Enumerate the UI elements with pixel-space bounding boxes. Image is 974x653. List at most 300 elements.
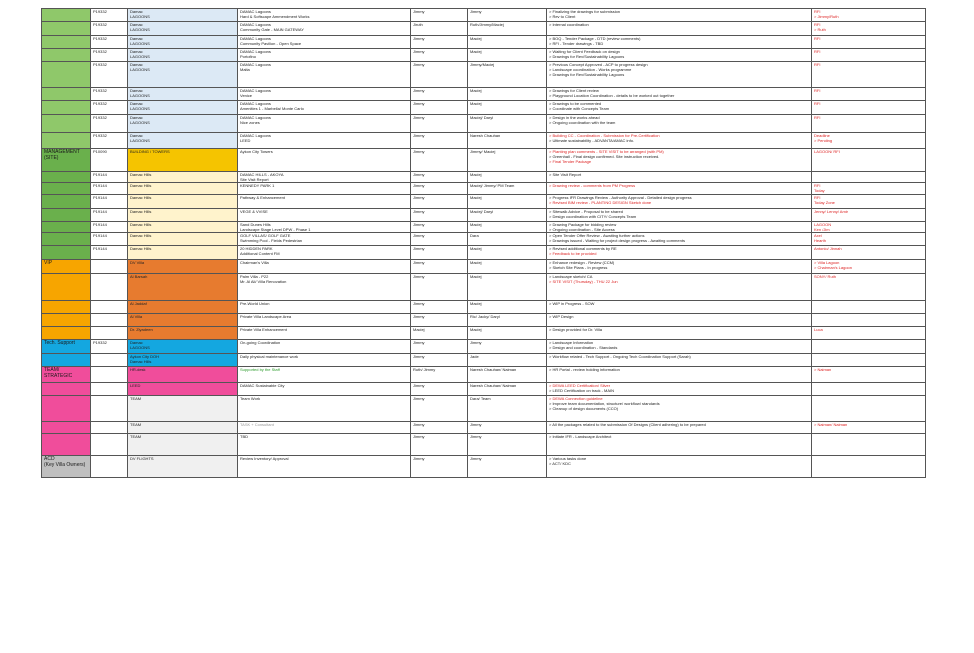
client-cell-line: Damac bbox=[130, 340, 143, 345]
status-cell bbox=[547, 88, 812, 101]
category-cell bbox=[42, 396, 91, 422]
status-cell bbox=[547, 222, 812, 233]
table-row bbox=[42, 367, 926, 383]
lead-cell-line: Jimmy bbox=[413, 456, 425, 461]
project-cell-line: DAMAC Lagoons bbox=[240, 9, 271, 14]
project-id-cell bbox=[91, 422, 128, 434]
status-cell bbox=[547, 422, 812, 434]
client-cell-line: BUILDING / TOWERS bbox=[130, 149, 170, 154]
status-cell-line: > Drawings to be commented bbox=[549, 101, 602, 106]
project-cell-line: Daily physical maintenance work bbox=[240, 354, 299, 359]
lead-cell-line: Jimmy bbox=[413, 133, 425, 138]
project-cell-line: VEGE & VVISE bbox=[240, 209, 268, 214]
team-cell-line: Jimmy/ Maciej bbox=[470, 149, 496, 154]
table-row bbox=[42, 9, 926, 22]
lead-cell-line: Jimmy bbox=[413, 396, 425, 401]
table-row bbox=[42, 314, 926, 327]
lead-cell-line: Jiruth bbox=[413, 22, 423, 27]
table-row bbox=[42, 233, 926, 246]
project-cell-line: Chairman's Villa bbox=[240, 260, 269, 265]
team-cell bbox=[468, 133, 547, 149]
category-cell bbox=[42, 456, 91, 478]
status-cell-line: > Sketch Site Plans - In progress bbox=[549, 265, 608, 270]
team-cell bbox=[468, 367, 547, 383]
action-cell-line: > Naiman/ Naiman bbox=[814, 422, 848, 427]
table-row bbox=[42, 22, 926, 36]
table-row bbox=[42, 327, 926, 340]
table-row bbox=[42, 246, 926, 260]
status-cell bbox=[547, 49, 812, 62]
action-cell-line: RFI bbox=[814, 115, 821, 120]
action-cell-line: Axel bbox=[814, 233, 822, 238]
team-cell-line: Maciej bbox=[470, 222, 482, 227]
project-id-cell bbox=[91, 274, 128, 301]
action-cell bbox=[812, 434, 926, 456]
team-cell-line: Dara/ Team bbox=[470, 396, 491, 401]
project-id-cell bbox=[91, 36, 128, 49]
project-id-cell bbox=[91, 233, 128, 246]
status-cell-line: > Final Tender Package bbox=[549, 159, 592, 164]
lead-cell bbox=[411, 22, 468, 36]
project-cell-line: Venice bbox=[240, 93, 253, 98]
category-cell bbox=[42, 233, 91, 246]
table-row bbox=[42, 456, 926, 478]
action-cell-line: RFI bbox=[814, 49, 821, 54]
action-cell bbox=[812, 456, 926, 478]
project-id-cell-line: P19332 bbox=[93, 9, 107, 14]
team-cell bbox=[468, 172, 547, 183]
project-cell bbox=[238, 101, 411, 115]
table-row bbox=[42, 274, 926, 301]
category-cell bbox=[42, 36, 91, 49]
team-cell bbox=[468, 62, 547, 88]
action-cell-line: Antonio/ Jinnah bbox=[814, 246, 842, 251]
lead-cell bbox=[411, 301, 468, 314]
lead-cell bbox=[411, 246, 468, 260]
team-cell-line: Ruth/Jimmy/Maciej bbox=[470, 22, 504, 27]
lead-cell bbox=[411, 9, 468, 22]
team-cell bbox=[468, 456, 547, 478]
team-cell-line: Naresh Chauhan/ Naiman bbox=[470, 367, 517, 372]
category-cell-line: VIP bbox=[44, 260, 53, 266]
status-cell-line: > WIP Design bbox=[549, 314, 574, 319]
action-cell bbox=[812, 36, 926, 49]
category-cell bbox=[42, 172, 91, 183]
team-cell-line: Maciej bbox=[470, 195, 482, 200]
action-cell-line: RFI bbox=[814, 22, 821, 27]
client-cell-line: TEAM bbox=[130, 396, 142, 401]
project-cell bbox=[238, 133, 411, 149]
team-cell bbox=[468, 327, 547, 340]
table-row bbox=[42, 149, 926, 172]
status-cell-line: > Enhance redesign - Review (CCM) bbox=[549, 260, 615, 265]
status-cell bbox=[547, 36, 812, 49]
status-cell bbox=[547, 115, 812, 133]
team-cell-line: Jimmy bbox=[470, 422, 482, 427]
project-id-cell-line: P19332 bbox=[93, 88, 107, 93]
project-id-cell-line: P19144 bbox=[93, 246, 107, 251]
category-cell bbox=[42, 246, 91, 260]
client-cell-line: Damac Hills bbox=[130, 359, 152, 364]
table-row bbox=[42, 383, 926, 396]
lead-cell-line: Jimmy bbox=[413, 62, 425, 67]
status-cell-line: > Design provided for Dr. Villa bbox=[549, 327, 602, 332]
lead-cell bbox=[411, 340, 468, 354]
status-cell-line: > BOQ - Tender Package - DTD (review comments) bbox=[549, 36, 641, 41]
client-cell bbox=[128, 172, 238, 183]
project-id-cell bbox=[91, 115, 128, 133]
status-cell bbox=[547, 172, 812, 183]
status-cell-line: > SITE VISIT (Thursday) - THU 22 Jun bbox=[549, 279, 618, 284]
action-cell bbox=[812, 115, 926, 133]
project-id-cell bbox=[91, 396, 128, 422]
category-cell bbox=[42, 115, 91, 133]
status-cell-line: > All the packages related to the submission Of Designs (Client adhering) to be prepared bbox=[549, 422, 706, 427]
client-cell bbox=[128, 133, 238, 149]
team-cell-line: Jimmy/Maciej bbox=[470, 62, 495, 67]
team-cell-line: Naresh Chauhan/ Naiman bbox=[470, 383, 517, 388]
status-cell-line: > Drawing review - comments from PM Progress bbox=[549, 183, 636, 188]
lead-cell-line: Jimmy bbox=[413, 422, 425, 427]
project-cell-line: 20 HIDDEN PARK bbox=[240, 246, 273, 251]
table-row bbox=[42, 422, 926, 434]
client-cell bbox=[128, 383, 238, 396]
client-cell bbox=[128, 62, 238, 88]
table-row bbox=[42, 101, 926, 115]
project-cell bbox=[238, 327, 411, 340]
team-cell bbox=[468, 195, 547, 209]
status-cell bbox=[547, 133, 812, 149]
status-cell bbox=[547, 9, 812, 22]
team-cell bbox=[468, 260, 547, 274]
team-cell-line: Dara bbox=[470, 233, 479, 238]
action-cell bbox=[812, 354, 926, 367]
category-cell-line: STRATEGIC bbox=[44, 373, 73, 379]
project-cell-line: On-going Coordination bbox=[240, 340, 281, 345]
project-cell bbox=[238, 172, 411, 183]
action-cell bbox=[812, 422, 926, 434]
action-cell-line: RFI bbox=[814, 101, 821, 106]
project-id-cell bbox=[91, 9, 128, 22]
client-cell bbox=[128, 9, 238, 22]
category-cell bbox=[42, 62, 91, 88]
project-cell bbox=[238, 383, 411, 396]
lead-cell-line: Jimmy bbox=[413, 209, 425, 214]
project-cell bbox=[238, 9, 411, 22]
client-cell-line: LAGOONS bbox=[130, 14, 150, 19]
project-id-cell bbox=[91, 62, 128, 88]
lead-cell bbox=[411, 49, 468, 62]
category-cell bbox=[42, 88, 91, 101]
category-cell bbox=[42, 367, 91, 383]
status-cell-line: > Planting plan comments - SITE VISIT to be arranged (with PM) bbox=[549, 149, 664, 154]
status-cell-line: > Coordinate with Concepts Team bbox=[549, 106, 610, 111]
project-cell bbox=[238, 274, 411, 301]
lead-cell-line: Jimmy bbox=[413, 246, 425, 251]
category-cell-line: TEAM/ bbox=[44, 367, 60, 373]
lead-cell bbox=[411, 149, 468, 172]
table-row bbox=[42, 396, 926, 422]
client-cell-line: Damac bbox=[130, 115, 143, 120]
action-cell-line: > Ruth bbox=[814, 27, 826, 32]
table-row bbox=[42, 354, 926, 367]
category-cell bbox=[42, 274, 91, 301]
status-cell-line: > Greenhall - Final design confirmed. Site instruction received. bbox=[549, 154, 660, 159]
lead-cell bbox=[411, 101, 468, 115]
client-cell bbox=[128, 88, 238, 101]
table-row bbox=[42, 49, 926, 62]
project-cell-line: Pathway & Enhancement bbox=[240, 195, 285, 200]
lead-cell-line: Jimmy bbox=[413, 172, 425, 177]
action-cell bbox=[812, 101, 926, 115]
action-cell-line: > Jimmy/Ruth bbox=[814, 14, 839, 19]
client-cell bbox=[128, 222, 238, 233]
lead-cell bbox=[411, 260, 468, 274]
status-cell-line: > Drawings for Rev/Sustainability Lagoons bbox=[549, 72, 625, 77]
client-cell bbox=[128, 209, 238, 222]
category-cell bbox=[42, 101, 91, 115]
project-id-cell-line: P19332 bbox=[93, 22, 107, 27]
table-row bbox=[42, 209, 926, 222]
project-id-cell-line: P10090 bbox=[93, 149, 107, 154]
team-cell bbox=[468, 274, 547, 301]
project-id-cell bbox=[91, 49, 128, 62]
client-cell-line: Al Barsah bbox=[130, 274, 148, 279]
project-cell bbox=[238, 246, 411, 260]
action-cell bbox=[812, 183, 926, 195]
action-cell-line: Today bbox=[814, 188, 825, 193]
status-cell-line: > Landscape sketch/ CA bbox=[549, 274, 593, 279]
action-cell-line: Hearth bbox=[814, 238, 827, 243]
action-cell bbox=[812, 9, 926, 22]
team-cell bbox=[468, 434, 547, 456]
lead-cell bbox=[411, 209, 468, 222]
table-row bbox=[42, 36, 926, 49]
status-cell-line: > Sitewalk Advice - Proposal to be shared bbox=[549, 209, 623, 214]
category-cell bbox=[42, 9, 91, 22]
status-cell bbox=[547, 101, 812, 115]
category-cell bbox=[42, 301, 91, 314]
category-cell-line: (SITE) bbox=[44, 155, 59, 161]
status-cell bbox=[547, 327, 812, 340]
status-cell bbox=[547, 195, 812, 209]
project-cell-line: Nice zones bbox=[240, 120, 260, 125]
team-cell-line: Maciej bbox=[470, 36, 482, 41]
action-cell-line: RFI bbox=[814, 36, 821, 41]
lead-cell-line: Jimmy bbox=[413, 233, 425, 238]
client-cell-line: LAGOONS bbox=[130, 93, 150, 98]
project-id-cell bbox=[91, 88, 128, 101]
lead-cell-line: Jimmy bbox=[413, 434, 425, 439]
client-cell bbox=[128, 340, 238, 354]
lead-cell bbox=[411, 133, 468, 149]
category-cell-line: (Key Villa Owners) bbox=[44, 462, 86, 468]
status-cell-line: > Drawing Package for bidding review bbox=[549, 222, 617, 227]
status-cell-line: > Site Visit Report bbox=[549, 172, 582, 177]
project-cell-line: GOLF VILLAS/ GOLF GATE bbox=[240, 233, 291, 238]
project-id-cell bbox=[91, 246, 128, 260]
action-cell bbox=[812, 246, 926, 260]
team-cell bbox=[468, 396, 547, 422]
action-cell-line: Today Zone bbox=[814, 200, 835, 205]
project-cell-line: DAMAC Lagoons bbox=[240, 62, 271, 67]
status-cell bbox=[547, 62, 812, 88]
client-cell bbox=[128, 195, 238, 209]
client-cell-line: TEAM bbox=[130, 422, 142, 427]
project-id-cell-line: P19144 bbox=[93, 233, 107, 238]
project-id-cell bbox=[91, 101, 128, 115]
project-cell-line: Private Villa Landscape Area bbox=[240, 314, 292, 319]
team-cell-line: Maciej bbox=[470, 49, 482, 54]
action-cell-line: > Naiman bbox=[814, 367, 832, 372]
client-cell-line: LEED bbox=[130, 383, 141, 388]
team-cell-line: Maciej bbox=[470, 246, 482, 251]
client-cell-line: Damac Hills bbox=[130, 222, 152, 227]
client-cell-line: Damac Hills bbox=[130, 246, 152, 251]
team-cell-line: Maciej/ Daryl bbox=[470, 115, 494, 120]
status-cell bbox=[547, 314, 812, 327]
project-cell bbox=[238, 149, 411, 172]
team-cell bbox=[468, 149, 547, 172]
lead-cell-line: Jimmy bbox=[413, 101, 425, 106]
project-cell bbox=[238, 314, 411, 327]
project-cell bbox=[238, 340, 411, 354]
action-cell-line: RFI bbox=[814, 183, 821, 188]
status-cell-line: > Improve team documentation, structure/ workflow/ standards bbox=[549, 401, 660, 406]
project-cell-line: DAMAC Lagoons bbox=[240, 101, 271, 106]
project-cell bbox=[238, 434, 411, 456]
project-cell-line: DAMAC Sustainable City bbox=[240, 383, 285, 388]
table-row bbox=[42, 115, 926, 133]
project-id-cell-line: P19332 bbox=[93, 115, 107, 120]
project-id-cell bbox=[91, 301, 128, 314]
team-cell-line: Maciej bbox=[470, 260, 482, 265]
client-cell bbox=[128, 115, 238, 133]
client-cell bbox=[128, 396, 238, 422]
team-cell bbox=[468, 49, 547, 62]
client-cell-line: LAGOONS bbox=[130, 106, 150, 111]
project-id-cell bbox=[91, 340, 128, 354]
status-cell-line: > Landscape coordination - Works programme bbox=[549, 67, 632, 72]
team-cell bbox=[468, 9, 547, 22]
action-cell bbox=[812, 383, 926, 396]
project-id-cell-line: P19332 bbox=[93, 49, 107, 54]
action-cell-line: RFI bbox=[814, 62, 821, 67]
action-cell bbox=[812, 327, 926, 340]
project-cell bbox=[238, 456, 411, 478]
project-id-cell-line: P19332 bbox=[93, 101, 107, 106]
status-cell bbox=[547, 209, 812, 222]
action-cell bbox=[812, 340, 926, 354]
project-tracker-table bbox=[41, 8, 926, 478]
client-cell bbox=[128, 456, 238, 478]
client-cell-line: LAGOONS bbox=[130, 41, 150, 46]
table-row bbox=[42, 340, 926, 354]
project-id-cell-line: P19144 bbox=[93, 209, 107, 214]
client-cell-line: Damac bbox=[130, 22, 143, 27]
table-row bbox=[42, 434, 926, 456]
lead-cell-line: Jimmy bbox=[413, 195, 425, 200]
status-cell-line: > Building CC - Coordination - Submission for Pre-Certification bbox=[549, 133, 660, 138]
client-cell-line: Damac bbox=[130, 133, 143, 138]
client-cell-line: LAGOONS bbox=[130, 345, 150, 350]
project-cell bbox=[238, 88, 411, 101]
action-cell-line: RFI bbox=[814, 88, 821, 93]
lead-cell bbox=[411, 422, 468, 434]
lead-cell bbox=[411, 456, 468, 478]
project-cell-line: Community Gate - MAIN GATEWAY bbox=[240, 27, 304, 32]
table-row bbox=[42, 133, 926, 149]
client-cell-line: Damac Hills bbox=[130, 183, 152, 188]
lead-cell bbox=[411, 115, 468, 133]
lead-cell-line: Jimmy bbox=[413, 222, 425, 227]
status-cell-line: > Revised BIM review - PLANTING DESIGN Sketch done bbox=[549, 200, 652, 205]
team-cell-line: Jade bbox=[470, 354, 479, 359]
category-cell bbox=[42, 434, 91, 456]
project-cell-line: Malta bbox=[240, 67, 250, 72]
project-cell-line: Sand Dunes Hills bbox=[240, 222, 271, 227]
client-cell bbox=[128, 101, 238, 115]
client-cell bbox=[128, 260, 238, 274]
table-row bbox=[42, 222, 926, 233]
table-row bbox=[42, 301, 926, 314]
category-cell bbox=[42, 422, 91, 434]
action-cell bbox=[812, 172, 926, 183]
category-cell bbox=[42, 183, 91, 195]
table-row bbox=[42, 88, 926, 101]
team-cell-line: Maciej bbox=[470, 172, 482, 177]
action-cell bbox=[812, 22, 926, 36]
action-cell-line: SONY/ Ruth bbox=[814, 274, 837, 279]
category-cell-line: Tech. Support bbox=[44, 340, 75, 346]
category-cell bbox=[42, 195, 91, 209]
team-cell bbox=[468, 88, 547, 101]
client-cell-line: Al Villa bbox=[130, 314, 143, 319]
action-cell bbox=[812, 314, 926, 327]
client-cell bbox=[128, 49, 238, 62]
client-cell bbox=[128, 354, 238, 367]
team-cell-line: Jimmy bbox=[470, 9, 482, 14]
client-cell-line: Damac Hills bbox=[130, 233, 152, 238]
status-cell-line: > Ultimate sustainability - ADVANTA/AMAC info. bbox=[549, 138, 635, 143]
action-cell bbox=[812, 260, 926, 274]
action-cell bbox=[812, 274, 926, 301]
status-cell bbox=[547, 22, 812, 36]
status-cell bbox=[547, 383, 812, 396]
category-cell bbox=[42, 260, 91, 274]
lead-cell-line: Jimmy bbox=[413, 260, 425, 265]
status-cell-line: > Feedback to be provided bbox=[549, 251, 597, 256]
client-cell bbox=[128, 314, 238, 327]
lead-cell bbox=[411, 383, 468, 396]
status-cell-line: > Previous Concept Approved - ACP to progress design bbox=[549, 62, 648, 67]
project-cell-line: LEED bbox=[240, 138, 251, 143]
lead-cell bbox=[411, 274, 468, 301]
action-cell bbox=[812, 222, 926, 233]
project-cell-line: Private Villa Enhancement bbox=[240, 327, 287, 332]
category-cell bbox=[42, 222, 91, 233]
status-cell bbox=[547, 183, 812, 195]
action-cell-line: Luca bbox=[814, 327, 823, 332]
project-cell-line: Site Visit Report bbox=[240, 177, 269, 182]
lead-cell bbox=[411, 354, 468, 367]
project-id-cell bbox=[91, 209, 128, 222]
project-id-cell bbox=[91, 434, 128, 456]
action-cell-line: > Pending bbox=[814, 138, 833, 143]
team-cell bbox=[468, 354, 547, 367]
project-id-cell bbox=[91, 354, 128, 367]
team-cell-line: Maciej/ Jimmy/ PM Team bbox=[470, 183, 515, 188]
